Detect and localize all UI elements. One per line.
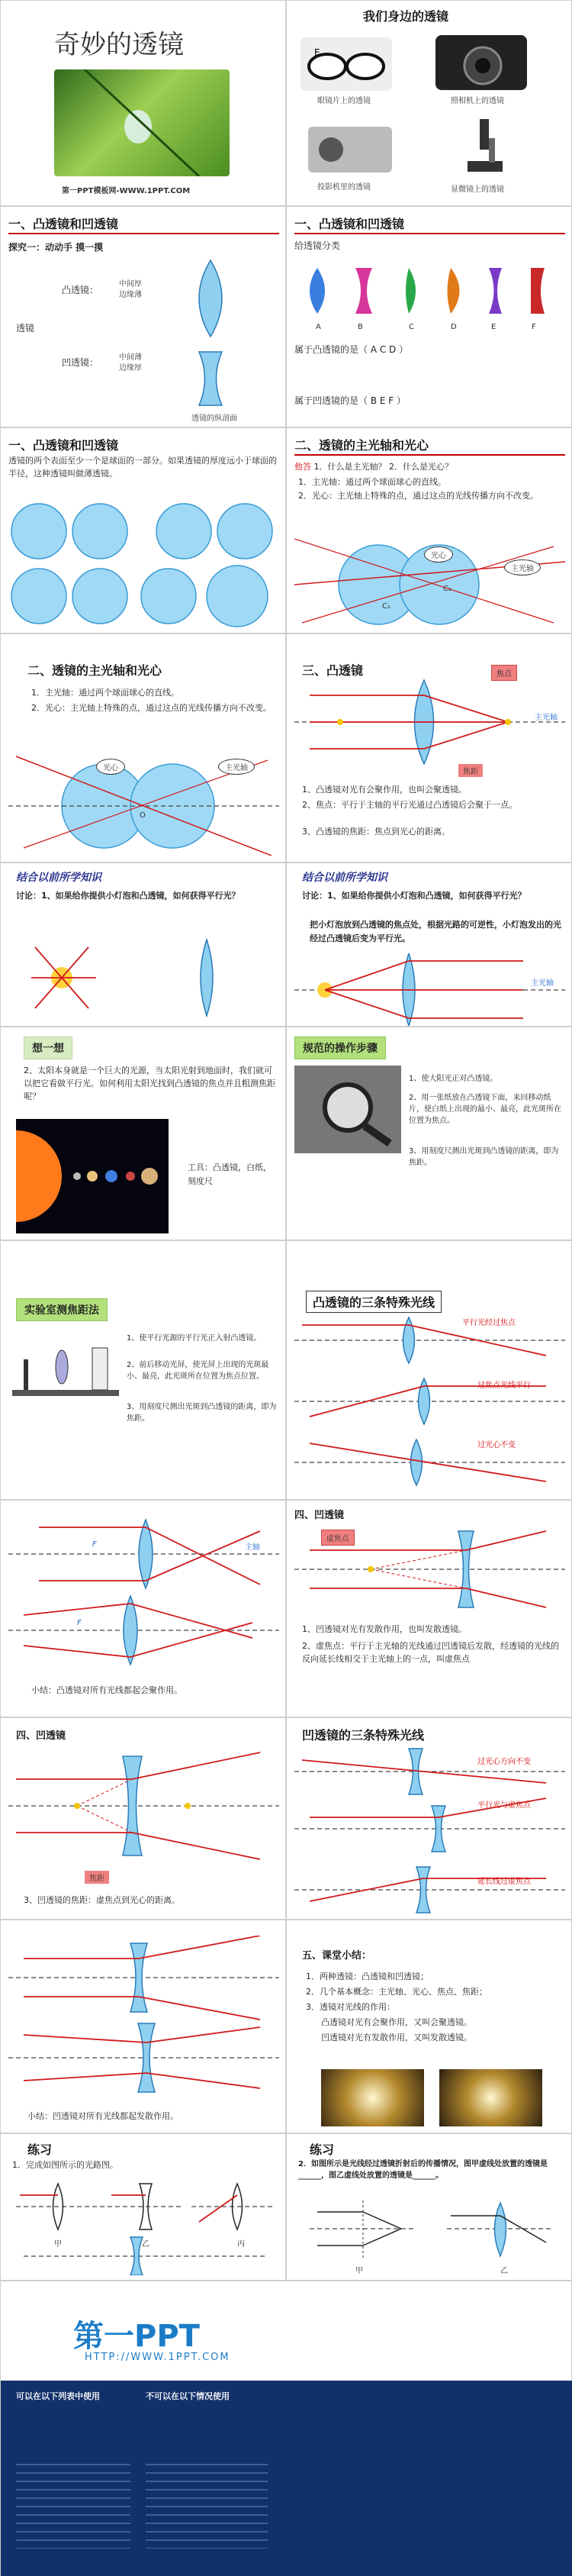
focal-length-label: 焦距	[458, 764, 483, 777]
right-heading: 不可以在以下情况使用	[146, 2391, 230, 2401]
convex-desc-1: 中间厚	[119, 280, 142, 289]
discuss-question: 讨论：1、如果给你提供小灯泡和凸透镜，如何获得平行光？	[302, 891, 526, 901]
slide-exercise-2	[286, 2133, 572, 2281]
answer-axis: 1．主光轴：通过两个球面球心的直线。	[31, 688, 179, 698]
slide-title: 一、凸透镜和凹透镜	[8, 217, 119, 231]
explore-label: 探究一：动动手 摸一摸	[8, 242, 104, 253]
lab-step-3: 3、用刻度尺测出光斑到凸透镜的距离，即为焦距。	[127, 1403, 277, 1423]
question	[294, 460, 453, 474]
footer-logo: 第一PPT	[73, 2319, 200, 2354]
question-text: 1．什么是主光轴？ 2．什么是光心？	[313, 462, 453, 472]
label-axis: 主光轴	[218, 759, 255, 775]
answer-center: 2．光心：主光轴上特殊的点，通过这点的光线传播方向不改变。	[298, 491, 538, 501]
discuss-answer: 把小灯泡放到凸透镜的焦点处，根据光路的可逆性，小灯泡发出的光经过凸透镜后变为平行光。	[310, 920, 561, 943]
slide-title: 二、透镜的主光轴和光心	[27, 663, 162, 678]
slide-lenses-around	[286, 0, 572, 206]
slide-concave-summary	[0, 1920, 286, 2133]
axis-label: 主光轴	[535, 714, 558, 722]
convex-focus-diagram	[294, 676, 565, 768]
focal-length-label: 焦距	[85, 1871, 109, 1884]
label-jia: 甲	[355, 2267, 363, 2275]
letter-f: F	[532, 323, 536, 331]
review-5: 凹透镜对光有发散作用，又叫发散透镜。	[321, 2033, 472, 2042]
slide-title: 结合以前所学知识	[16, 872, 101, 884]
footer-url: HTTP://WWW.1PPT.COM	[85, 2352, 230, 2363]
label-axis: 主光轴	[504, 559, 541, 575]
f-label-2: F	[77, 1619, 82, 1627]
letter-a: A	[316, 323, 321, 331]
summary-caption: 小结：凹透镜对所有光线都起发散作用。	[27, 2111, 178, 2121]
lens-shapes	[302, 264, 561, 321]
title-underline	[294, 454, 565, 456]
slide-title: 结合以前所学知识	[302, 872, 387, 884]
label-center: 光心	[424, 546, 453, 563]
slide-concave-rays	[286, 1717, 572, 1920]
cover-title: 奇妙的透镜	[54, 30, 184, 60]
bulb-lens-diagram	[31, 936, 260, 1020]
slide-convex-rays	[286, 1240, 572, 1500]
exercise-question: 2．如图所示是光线经过透镜折射后的传播情况，图甲虚线处放置的透镜是______，图乙虚线处放置的透镜是______。	[298, 2160, 548, 2180]
slide-tag: 想一想	[24, 1037, 72, 1059]
bulb-parallel-diagram	[294, 953, 565, 1026]
svg-text:E: E	[314, 47, 320, 58]
slide-concave-focal	[0, 1717, 286, 1920]
slide-title: 凸透镜的三条特殊光线	[306, 1291, 442, 1313]
label-c1: C₁	[382, 602, 390, 611]
point-3: 3、凹透镜的焦距：虚焦点到光心的距离。	[24, 1895, 180, 1905]
ray-label-2: 过焦点光线平行	[477, 1381, 531, 1390]
slide-classify	[286, 206, 572, 427]
label-yi: 乙	[500, 2267, 508, 2275]
slide-title: 一、凸透镜和凹透镜	[8, 438, 119, 453]
light-photo-2	[439, 2069, 542, 2126]
step-3: 3、用刻度尺测出光斑到凸透镜的距离，即为焦距。	[409, 1147, 559, 1167]
convex-label: 凸透镜：	[62, 285, 99, 295]
sphere-diagrams	[8, 497, 279, 630]
cover-image	[54, 69, 230, 176]
left-heading: 可以在以下列表中使用	[16, 2391, 100, 2401]
slide-title: 练习	[27, 2142, 53, 2157]
answer-center: 2．光心：主光轴上特殊的点，通过这点的光线传播方向不改变。	[31, 703, 272, 713]
slide-title: 三、凸透镜	[302, 663, 364, 678]
slide-discuss-2	[286, 862, 572, 1027]
camera-icon	[435, 35, 527, 90]
answer-axis: 1．主光轴：通过两个球面球心的直线。	[298, 477, 446, 487]
light-photo-1	[321, 2069, 424, 2126]
brand-footer	[0, 2281, 572, 2575]
point-1: 1、凹透镜对光有发散作用，也叫发散透镜。	[302, 1624, 467, 1634]
slide-title: 二、透镜的主光轴和光心	[294, 438, 429, 453]
slide-title: 四、凹透镜	[16, 1730, 66, 1742]
slide-title: 一、凸透镜和凹透镜	[294, 217, 405, 231]
axis-label: 主光轴	[531, 979, 554, 988]
label-jia: 甲	[54, 2240, 62, 2249]
label-bing: 丙	[237, 2240, 245, 2249]
slide-review	[286, 1920, 572, 2133]
caption-glasses: 眼镜片上的透镜	[317, 97, 371, 105]
ray-label-3: 延长线过虚焦点	[477, 1878, 531, 1886]
right-links	[146, 2457, 268, 2549]
caption-camera: 照相机上的透镜	[451, 97, 504, 105]
concave-desc-2: 边缘厚	[119, 364, 142, 372]
cover-brand: 第一PPT模板网-WWW.1PPT.COM	[62, 187, 191, 195]
axis-label: 主轴	[245, 1543, 260, 1552]
slide-concave	[286, 1500, 572, 1717]
convex-desc-2: 边缘薄	[119, 291, 142, 299]
slide-steps	[286, 1027, 572, 1240]
point-2: 2、虚焦点：平行于主光轴的光线通过凹透镜后发散，经透镜的光线的反向延长线相交于主光轴上的一点，叫虚焦点	[302, 1641, 559, 1664]
think-tag: 他答	[294, 462, 311, 472]
virtual-focus-label: 虚焦点	[321, 1530, 355, 1546]
slide-touch	[0, 206, 286, 427]
concave-desc-1: 中间薄	[119, 353, 142, 362]
concave-summary-diagram	[8, 1936, 279, 2096]
label-center: 光心	[96, 759, 125, 775]
convex-ray-diagrams	[294, 1314, 565, 1497]
concave-section-icon	[199, 352, 222, 405]
slide-title: 练习	[310, 2142, 335, 2157]
projector-icon	[308, 127, 392, 172]
slide-title: 五、课堂小结：	[302, 1950, 372, 1962]
ray-label-1: 过光心方向不变	[477, 1758, 531, 1766]
magnifier-photo	[294, 1066, 401, 1153]
tools-text: 工具：凸透镜，白纸，刻度尺	[188, 1162, 272, 1186]
label-o: O	[140, 811, 146, 820]
water-drop-icon	[54, 69, 230, 176]
review-2: 2．几个基本概念：主光轴、光心、焦点、焦距；	[306, 1987, 487, 1997]
slide-convex-summary	[0, 1500, 286, 1717]
slide-axis-2	[0, 634, 286, 862]
slide-convex	[286, 634, 572, 862]
slide-exercise-1	[0, 2133, 286, 2281]
lens-label: 透镜	[16, 323, 35, 334]
letter-c: C	[409, 323, 414, 331]
ray-label-3: 过光心不变	[477, 1441, 516, 1449]
title-underline	[294, 233, 565, 234]
concave-focal-diagram	[8, 1749, 279, 1863]
slide-discuss-1	[0, 862, 286, 1027]
slide-lab	[0, 1240, 286, 1500]
ray-label-2: 平行光与虚焦点	[477, 1801, 531, 1810]
slide-think	[0, 1027, 286, 1240]
concave-label: 凹透镜：	[62, 357, 99, 368]
microscope-icon	[458, 115, 512, 178]
point-3: 3、凸透镜的焦距：焦点到光心的距离。	[302, 827, 450, 837]
slide-axis-1	[286, 427, 572, 634]
caption-projector: 投影机里的透镜	[317, 183, 371, 192]
point-1: 1、凸透镜对光有会聚作用，也叫会聚透镜。	[302, 785, 467, 795]
review-4: 凸透镜对光有会聚作用，又叫会聚透镜。	[321, 2017, 472, 2027]
glasses-icon	[300, 37, 392, 91]
summary-caption: 小结：凸透镜对所有光线都起会聚作用。	[31, 1685, 182, 1695]
classify-sub: 给透镜分类	[294, 240, 341, 251]
step-1: 1、使大阳光正对凸透镜。	[409, 1075, 498, 1083]
lab-step-2: 2、前后移动光屏，使光屏上出现的光斑最小、最亮，此光斑所在位置为焦点位置。	[127, 1361, 269, 1381]
left-links	[16, 2457, 130, 2549]
concave-ray-diagrams	[294, 1745, 565, 1917]
exercise-diagrams	[8, 2176, 279, 2275]
title-underline	[8, 233, 279, 234]
letter-b: B	[358, 323, 363, 331]
footer-panel	[1, 2381, 572, 2576]
slide-cover	[0, 0, 286, 206]
review-1: 1．两种透镜：凸透镜和凹透镜；	[306, 1971, 429, 1981]
convex-section-icon	[199, 260, 222, 337]
label-yi: 乙	[142, 2240, 149, 2249]
lens-cross-sections	[176, 253, 245, 413]
letter-d: D	[451, 323, 457, 331]
solar-system-image	[16, 1119, 169, 1233]
ray-label-1: 平行光经过焦点	[462, 1319, 516, 1327]
step-2: 2、用一张纸放在凸透镜下面，来回移动纸片，使白纸上出现的最小、最亮，此光斑所在位置为焦点。	[409, 1094, 561, 1125]
lab-step-1: 1、使平行光源的平行光正入射凸透镜。	[127, 1334, 262, 1343]
slide-thin-lens	[0, 427, 286, 634]
exercise-2-diagrams	[294, 2197, 565, 2262]
f-label-1: F	[92, 1540, 97, 1549]
review-3: 3．透镜对光线的作用：	[306, 2002, 395, 2012]
answer-convex: 属于凸透镜的是（ A C D ）	[294, 344, 409, 355]
discuss-question: 讨论：1、如果给你提供小灯泡和凸透镜，如何获得平行光？	[16, 891, 240, 901]
section-caption: 透镜的纵剖面	[191, 414, 237, 423]
slide-tag: 实验室测焦距法	[16, 1298, 108, 1321]
slide-title: 我们身边的透镜	[363, 9, 449, 24]
caption-microscope: 显微镜上的透镜	[451, 185, 504, 194]
thin-lens-text: 透镜的两个表面至少一个是球面的一部分。如果透镜的厚度远小于球面的半径，这种透镜叫做薄透镜。	[8, 456, 277, 479]
label-c2: C₂	[443, 585, 451, 593]
focus-label: 焦点	[491, 665, 517, 681]
optical-bench-icon	[8, 1329, 123, 1413]
think-text: 2、太阳本身就是一个巨大的光源，当太阳光射到地面时，我们就可以把它看做平行光。如何利用太阳光找到凸透镜的焦点并且粗测焦距呢？	[24, 1066, 275, 1101]
exercise-question: 1．完成如图所示的光路图。	[12, 2160, 118, 2170]
point-2: 2、焦点：平行于主轴的平行光通过凸透镜后会聚于一点。	[302, 800, 517, 810]
answer-concave: 属于凹透镜的是（ B E F ）	[294, 395, 406, 406]
convex-summary-diagram	[8, 1516, 279, 1668]
slide-title: 四、凹透镜	[294, 1510, 345, 1521]
slide-title: 凹透镜的三条特殊光线	[302, 1728, 425, 1743]
slide-tag: 规范的操作步骤	[294, 1037, 386, 1059]
letter-e: E	[491, 323, 496, 331]
